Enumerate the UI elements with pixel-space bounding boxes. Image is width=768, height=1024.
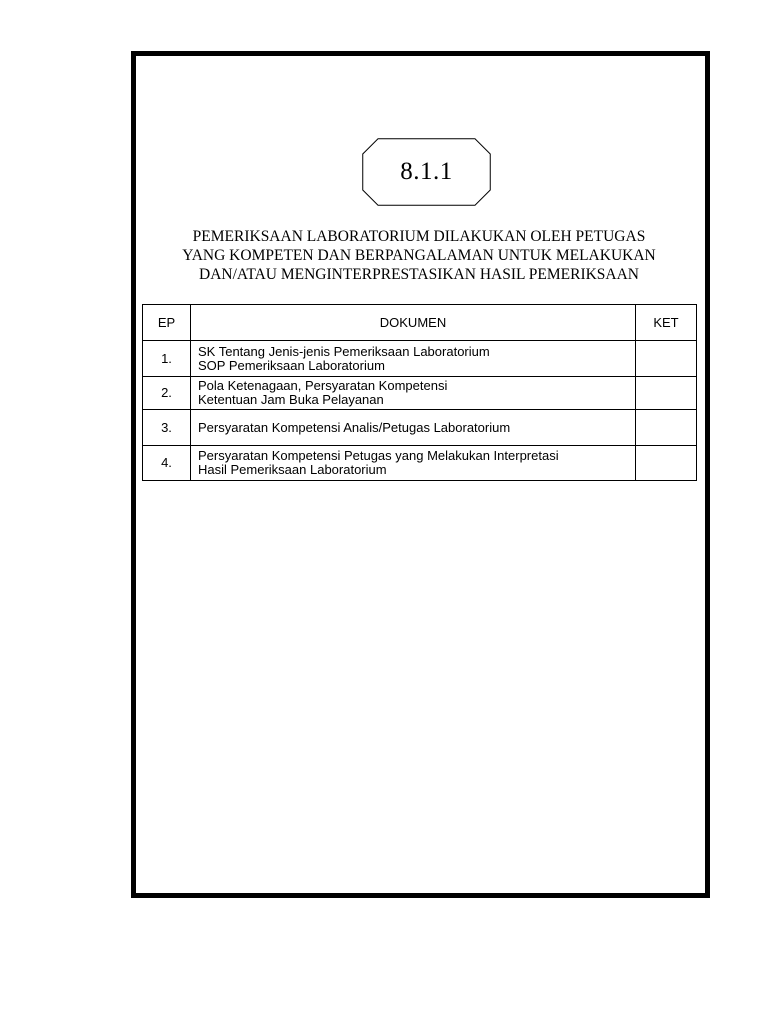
dokumen-line: Persyaratan Kompetensi Analis/Petugas Laboratorium: [198, 419, 511, 435]
header-dokumen: DOKUMEN: [191, 305, 636, 341]
title-line-1: PEMERIKSAAN LABORATORIUM DILAKUKAN OLEH PETUGAS: [192, 228, 646, 245]
dokumen-line: SOP Pemeriksaan Laboratorium: [198, 357, 385, 373]
dokumen-line: Pola Ketenagaan, Persyaratan Kompetensi: [198, 378, 448, 393]
header-ket: KET: [636, 305, 697, 341]
row-ket: [636, 341, 697, 377]
title-line-3: DAN/ATAU MENGINTERPRESTASIKAN HASIL PEMERIKSAAN: [199, 266, 639, 283]
document-table: [142, 304, 697, 481]
dokumen-line: Persyaratan Kompetensi Petugas yang Melakukan Interpretasi: [198, 448, 559, 463]
table-row: [143, 377, 697, 410]
table-row: [143, 446, 697, 481]
row-ep: 4.: [143, 446, 191, 481]
row-ket: [636, 377, 697, 410]
table-header-row: [143, 305, 697, 341]
dokumen-line: SK Tentang Jenis-jenis Pemeriksaan Laboratorium: [198, 343, 490, 359]
row-dokumen: [191, 410, 636, 446]
standard-code: 8.1.1: [400, 158, 453, 185]
dokumen-line: Hasil Pemeriksaan Laboratorium: [198, 462, 387, 477]
table-row: [143, 410, 697, 446]
row-dokumen: [191, 377, 636, 410]
row-dokumen: [191, 446, 636, 481]
row-dokumen: [191, 341, 636, 377]
title-line-2: YANG KOMPETEN DAN BERPANGALAMAN UNTUK MELAKUKAN: [182, 247, 656, 264]
dokumen-line: Ketentuan Jam Buka Pelayanan: [198, 392, 384, 407]
row-ket: [636, 410, 697, 446]
header-ep: EP: [143, 305, 191, 341]
page-title: [140, 227, 698, 284]
row-ep: 1.: [143, 341, 191, 377]
row-ep: 3.: [143, 410, 191, 446]
standard-code-box: [362, 138, 491, 206]
row-ep: 2.: [143, 377, 191, 410]
table-row: [143, 341, 697, 377]
row-ket: [636, 446, 697, 481]
